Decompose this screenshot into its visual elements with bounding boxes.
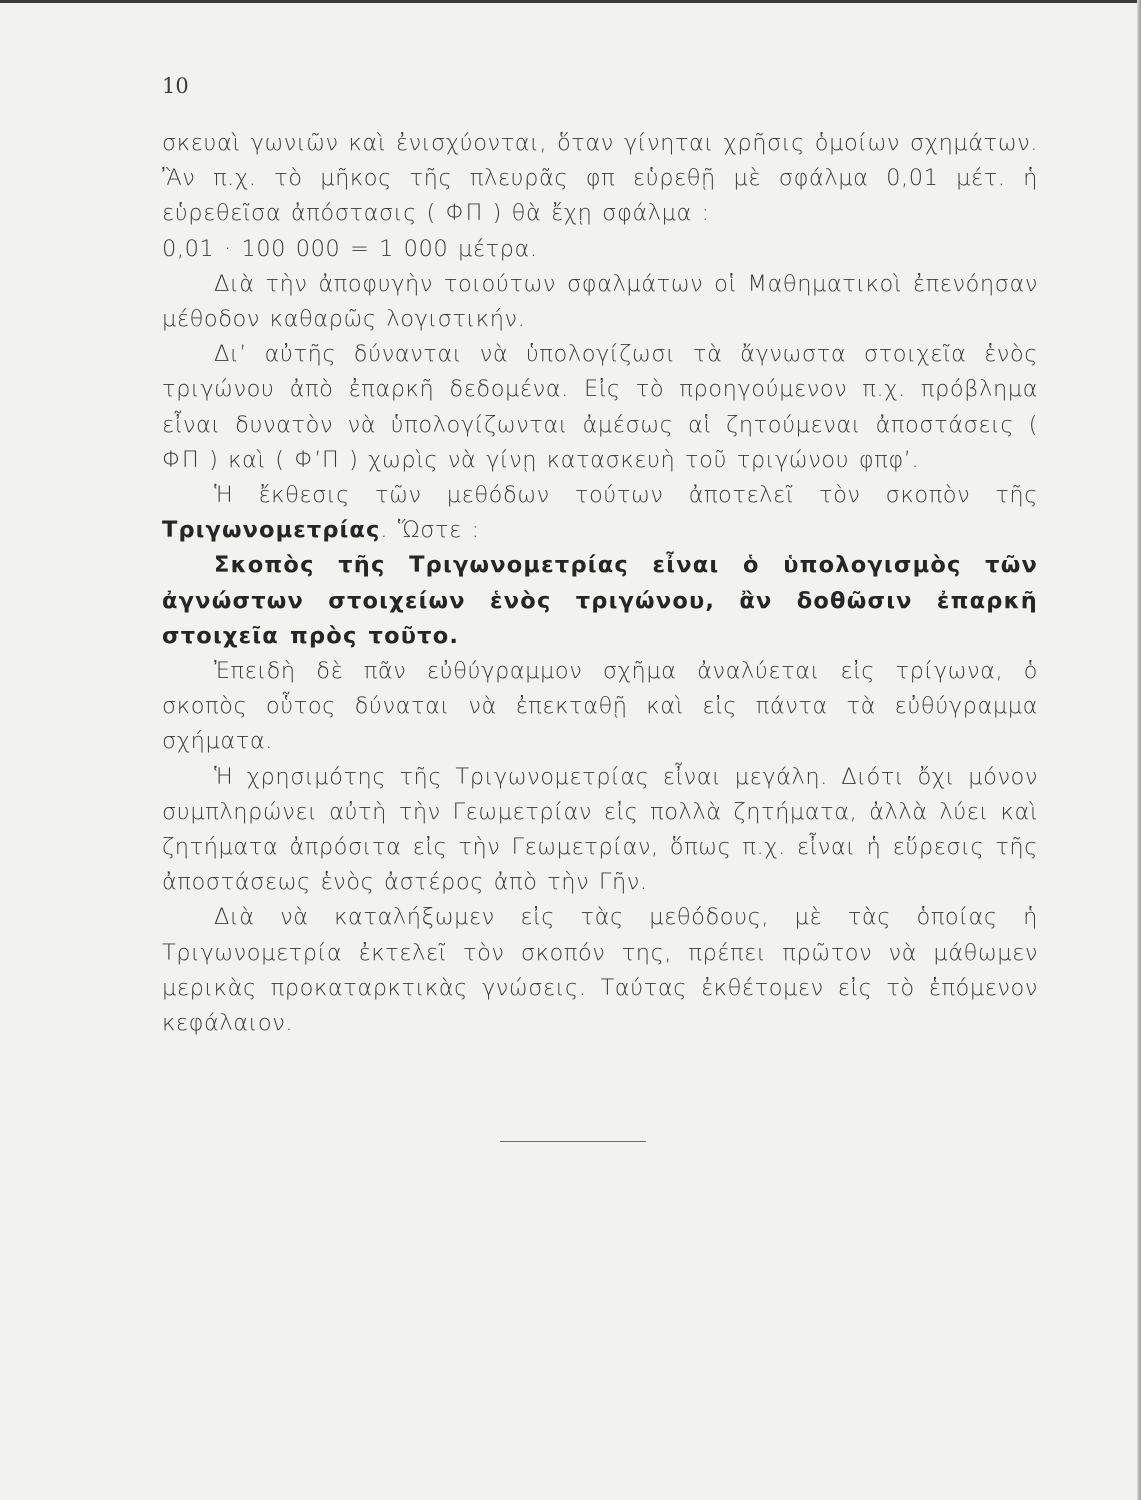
paragraph-usefulness: Ἡ χρησιμότης τῆς Τριγωνομετρίας εἶναι μεγάλη. Διότι ὄχι μόνον συμπληρώνει αὐτὴ τὴν Γεωμετρίαν εἰς πολλὰ ζητήματα, ἀλλὰ λύει καὶ ζητήματα ἀπρόσιτα εἰς τὴν Γεωμετρίαν, ὅπως π.χ. εἶναι ἡ εὕρεσις τῆς ἀποστάσεως ἑνὸς ἀστέρος ἀπὸ τὴν Γῆν.	[162, 763, 1038, 896]
definition-statement: Σκοπὸς τῆς Τριγωνομετρίας εἶναι ὁ ὑπολογισμὸς τῶν ἀγνώστων στοιχείων ἑνὸς τριγώνου, ἂν δοθῶσιν ἐπαρκῆ στοιχεῖα πρὸς τοῦτο.	[162, 552, 1038, 649]
page-number: 10	[162, 74, 189, 98]
paragraph-calculation: Δι’ αὐτῆς δύνανται νὰ ὑπολογίζωσι τὰ ἄγνωστα στοιχεῖα ἑνὸς τριγώνου ἀπὸ ἐπαρκῆ δεδομένα. Εἰς τὸ προηγούμενον π.χ. πρόβλημα εἶναι δυνατὸν νὰ ὑπολογίζωνται ἀμέσως αἱ ζητούμεναι ἀποστάσεις ( ΦΠ ) καὶ ( Φ’Π ) χωρὶς νὰ γίνῃ κατασκευὴ τοῦ τριγώνου φπφ’.	[162, 341, 1038, 473]
trigonometry-term: Τριγωνομετρίας	[162, 517, 381, 544]
scan-edge-top	[0, 0, 1141, 3]
formula-line: 0,01 · 100 000 = 1 000 μέτρα.	[162, 235, 538, 262]
paragraph-method: Διὰ τὴν ἀποφυγὴν τοιούτων σφαλμάτων οἱ Μαθηματικοὶ ἐπενόησαν μέθοδον καθαρῶς λογιστικήν.	[162, 270, 1038, 333]
paragraph-conclusion: Διὰ νὰ καταλήξωμεν εἰς τὰς μεθόδους, μὲ τὰς ὁποίας ἡ Τριγωνομετρία ἐκτελεῖ τὸν σκοπόν της, πρέπει πρῶτον νὰ μάθωμεν μερικὰς προκαταρκτικὰς γνώσεις. Ταύτας ἐκθέτομεν εἰς τὸ ἑπόμενον κεφάλαιον.	[162, 904, 1038, 1037]
exposition-text: Ἡ ἔκθεσις τῶν μεθόδων τούτων ἀποτελεῖ τὸν σκοπὸν τῆς	[214, 482, 1038, 509]
scan-edge-right	[1137, 0, 1141, 1500]
paragraph-extension: Ἐπειδὴ δὲ πᾶν εὐθύγραμμον σχῆμα ἀναλύεται εἰς τρίγωνα, ὁ σκοπὸς οὗτος δύναται νὰ ἐπεκταθῇ καὶ εἰς πάντα τὰ εὐθύγραμμα σχήματα.	[162, 658, 1038, 755]
body-text	[162, 126, 1038, 1041]
end-divider	[500, 1141, 646, 1142]
exposition-end: . Ὥστε :	[380, 517, 480, 544]
paragraph-exposition	[162, 478, 1038, 548]
paragraph-continuation: σκευαὶ γωνιῶν καὶ ἐνισχύονται, ὅταν γίνηται χρῆσις ὁμοίων σχημάτων. Ἂν π.χ. τὸ μῆκος τῆς πλευρᾶς φπ εὑρεθῇ μὲ σφάλμα 0,01 μέτ. ἡ εὑρεθεῖσα ἀπόστασις ( ΦΠ ) θὰ ἔχῃ σφάλμα :	[162, 130, 1038, 227]
